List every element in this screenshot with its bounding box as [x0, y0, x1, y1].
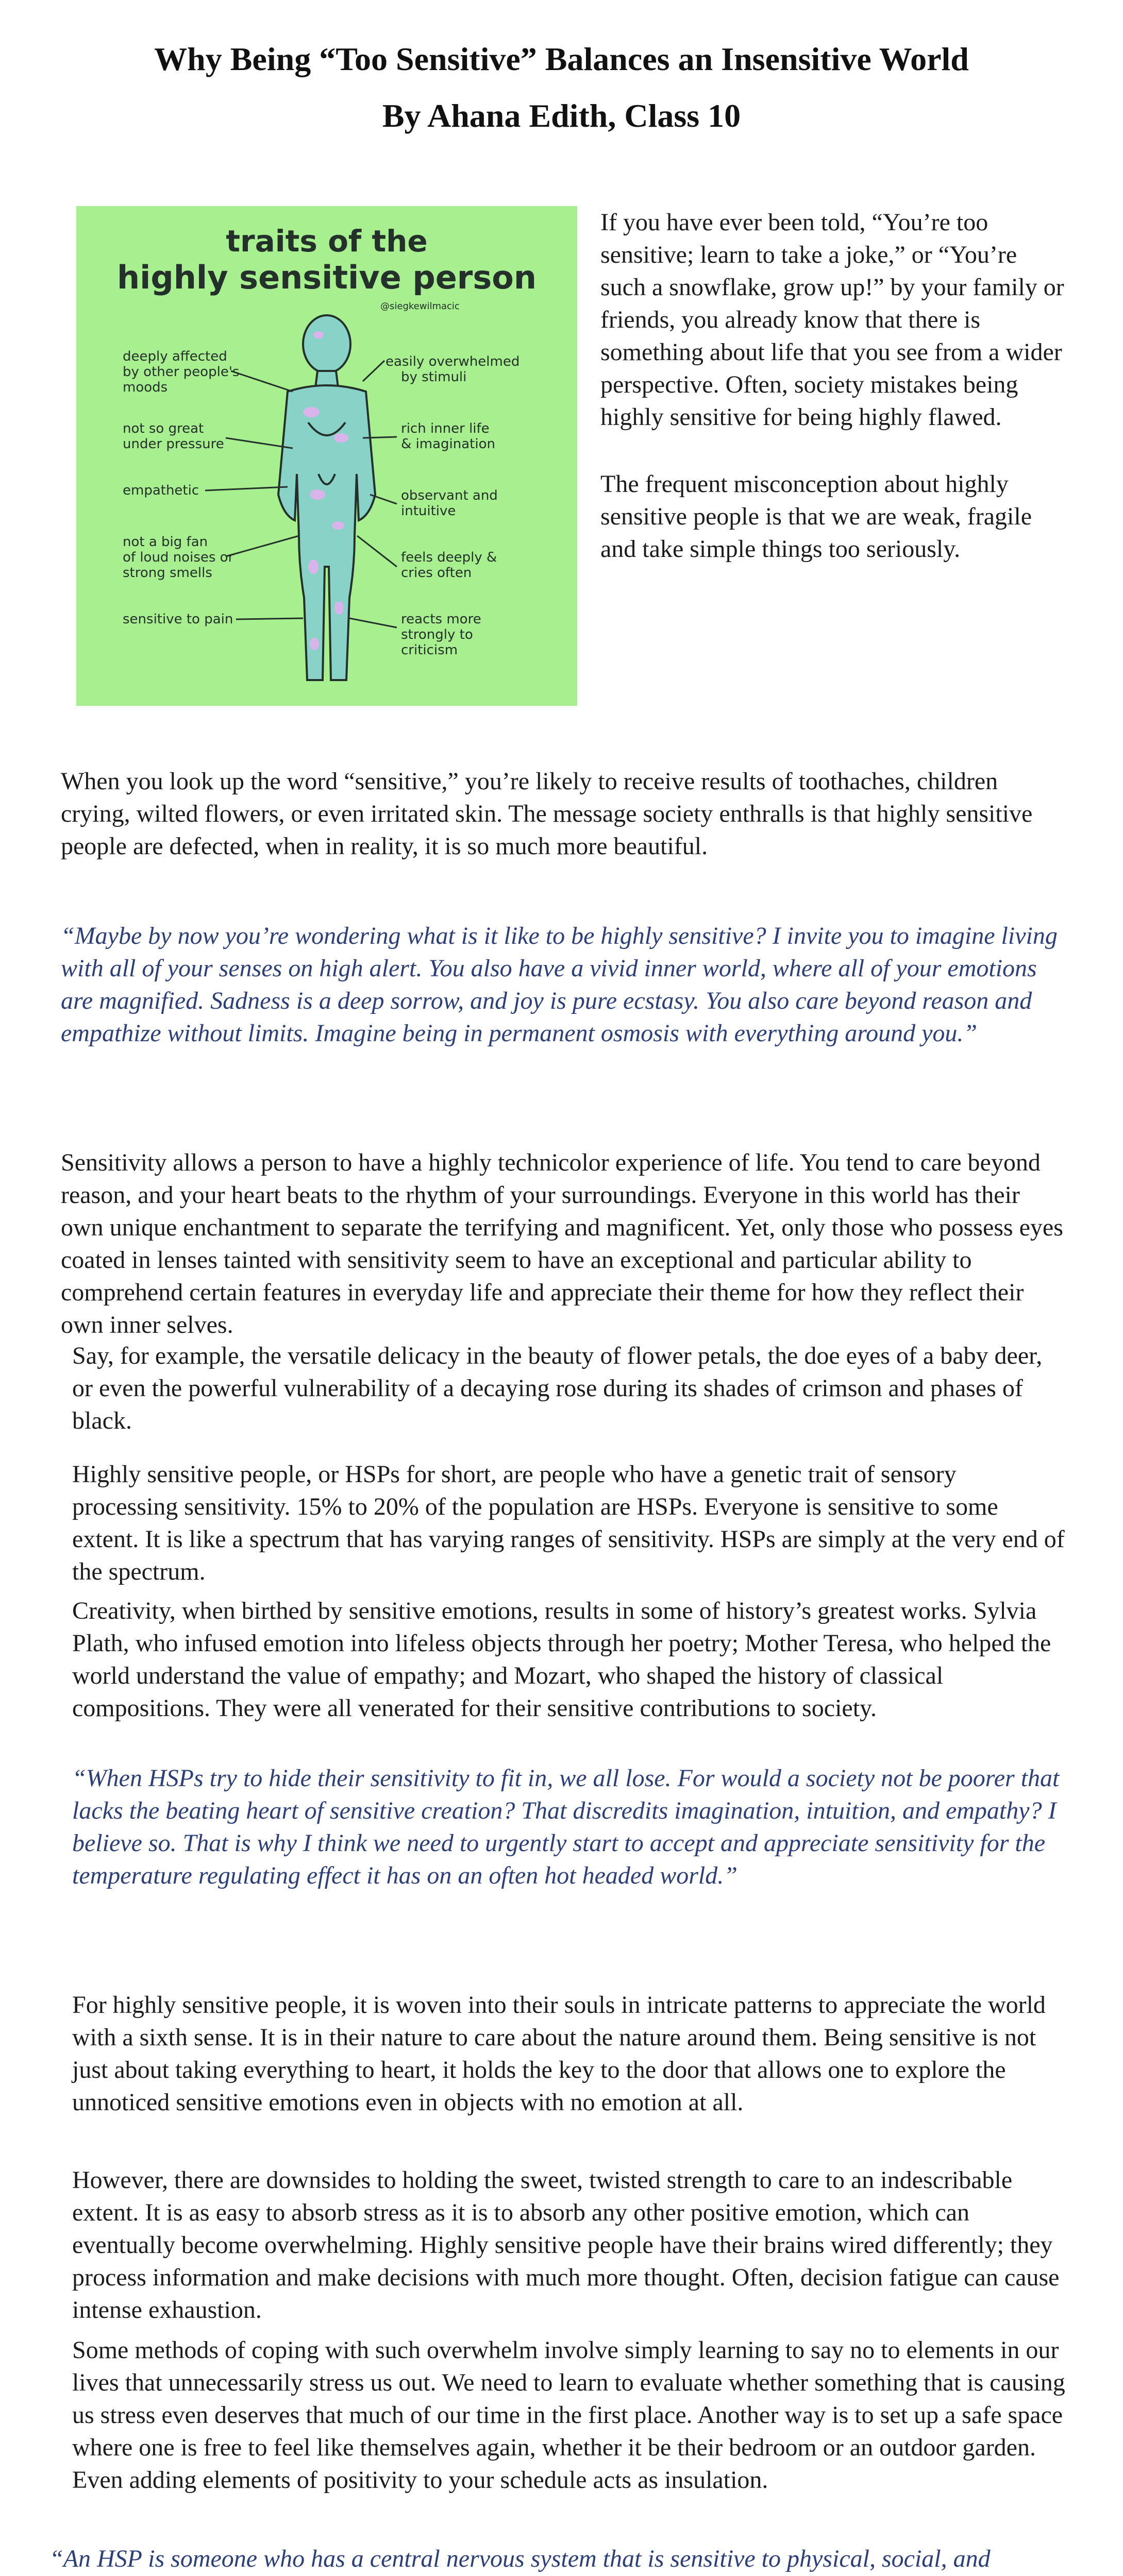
- svg-text:reacts morestrongly tocriticis: reacts more strongly to criticism: [401, 612, 481, 658]
- paragraph-downsides: However, there are downsides to holding the sweet, twisted strength to care to an indescribable extent. It is as easy to absorb stress as it is to absorb any other positive emotion, which can eventually become overwhelming. Highly sensitive people have their brains wired differently; they process information and make decisions with much more thought. Often, decision fatigue can cause intense exhaustion.: [72, 2166, 1060, 2324]
- intro-paragraph-1: If you have ever been told, “You’re too sensitive; learn to take a joke,” or “You’re such a snowflake, grow up!” by your family or friends, you already know that there is something about life that you see from a wider perspective. Often, society mistakes being highly sensitive for being highly flawed.: [600, 209, 1064, 431]
- left-label-1a: deeply affected: [123, 349, 227, 364]
- svg-text:not a big fanof loud noises or: not a big fan of loud noises or strong smells: [123, 534, 234, 581]
- article-title: Why Being “Too Sensitive” Balances an Insensitive World: [154, 41, 969, 77]
- quote-1: “Maybe by now you’re wondering what is it like to be highly sensitive? I invite you to imagine living with all of your senses on high alert. You also have a vivid inner world, where all of your emotions are magnified. Sadness is a deep sorrow, and joy is pure ecstasy. You also care beyond reason and empathize without limits. Imagine being in permanent osmosis with everything around you.”: [61, 922, 1058, 1047]
- right-trait-labels: [385, 354, 519, 658]
- paragraph-coping: Some methods of coping with such overwhelm involve simply learning to say no to elements in our lives that unnecessarily stress us out. We need to learn to evaluate whether something that is causing us stress even deserves that much of our time in the first place. Another way is to set up a safe space where one is free to feel like themselves again, whether it be their bedroom or an outdoor garden. Even adding elements of positivity to your schedule acts as insulation.: [72, 2336, 1065, 2494]
- paragraph-sensitive-word: When you look up the word “sensitive,” you’re likely to receive results of toothaches, children crying, wilted flowers, or even irritated skin. The message society enthralls is that highly sensitive people are defected, when in reality, it is so much more beautiful.: [61, 768, 1033, 860]
- paragraph-sixth-sense: For highly sensitive people, it is woven into their souls in intricate patterns to appreciate the world with a sixth sense. It is in their nature to care about the nature around them. Being sensitive is not just about taking everything to heart, it holds the key to the door that allows one to explore the unnoticed sensitive emotions even in objects with no emotion at all.: [72, 1991, 1046, 2116]
- figure-title-line2: highly sensitive person: [117, 259, 537, 296]
- hsp-traits-illustration: [76, 206, 577, 706]
- article-byline: By Ahana Edith, Class 10: [382, 97, 741, 134]
- svg-text:not so greatunder pressure: not so great under pressure: [123, 421, 224, 452]
- svg-text:sensitive to pain: sensitive to pain: [123, 612, 233, 627]
- paragraph-example: Say, for example, the versatile delicacy in the beauty of flower petals, the doe eyes of a baby deer, or even the powerful vulnerability of a decaying rose during its shades of crimson and phases of black.: [72, 1342, 1043, 1434]
- paragraph-technicolor: Sensitivity allows a person to have a highly technicolor experience of life. You tend to care beyond reason, and your heart beats to the rhythm of your surroundings. Everyone in this world has their own unique enchantment to separate the terrifying and magnificent. Yet, only those who possess eyes coated in lenses tainted with sensitivity seem to have an exceptional and particular ability to comprehend certain features in everyday life and appreciate their theme for how they reflect their own inner selves.: [61, 1149, 1063, 1338]
- svg-text:deeply affectedby other people: deeply affected by other people's moods: [123, 349, 240, 395]
- figure-title-line1: traits of the: [226, 224, 428, 259]
- svg-text:observant andintuitive: observant and intuitive: [401, 488, 498, 519]
- figure-credit: @siegkewilmacic: [380, 301, 460, 312]
- left-trait-labels: [123, 349, 240, 627]
- quote-3: “An HSP is someone who has a central nervous system that is sensitive to physical, social, and: [49, 2545, 991, 2572]
- svg-text:feels deeply &cries often: feels deeply & cries often: [401, 550, 497, 581]
- paragraph-creativity: Creativity, when birthed by sensitive emotions, results in some of history’s greatest works. Sylvia Plath, who infused emotion into lifeless objects through her poetry; Mother Teresa, who helped the world understand the value of empathy; and Mozart, who shaped the history of classical compositions. They were all venerated for their sensitive contributions to society.: [72, 1597, 1051, 1722]
- svg-text:easily overwhelmedby stimuli: easily overwhelmed by stimuli: [385, 354, 520, 385]
- svg-text:rich inner life& imagination: rich inner life & imagination: [401, 421, 495, 452]
- paragraph-hsp-definition: Highly sensitive people, or HSPs for short, are people who have a genetic trait of sensory processing sensitivity. 15% to 20% of the population are HSPs. Everyone is sensitive to some extent. It is like a spectrum that has varying ranges of sensitivity. HSPs are simply at the very end of the spectrum.: [72, 1461, 1065, 1585]
- quote-2: “When HSPs try to hide their sensitivity to fit in, we all lose. For would a society not be poorer that lacks the beating heart of sensitive creation? That discredits imagination, intuition, and empathy? I believe so. That is why I think we need to urgently start to accept and appreciate sensitivity for the temperature regulating effect it has on an often hot headed world.”: [72, 1765, 1060, 1889]
- intro-paragraph-2: The frequent misconception about highly sensitive people is that we are weak, fragile and take simple things too seriously.: [600, 470, 1032, 563]
- person-figure-icon: [278, 315, 375, 680]
- svg-text:empathetic: empathetic: [123, 483, 199, 498]
